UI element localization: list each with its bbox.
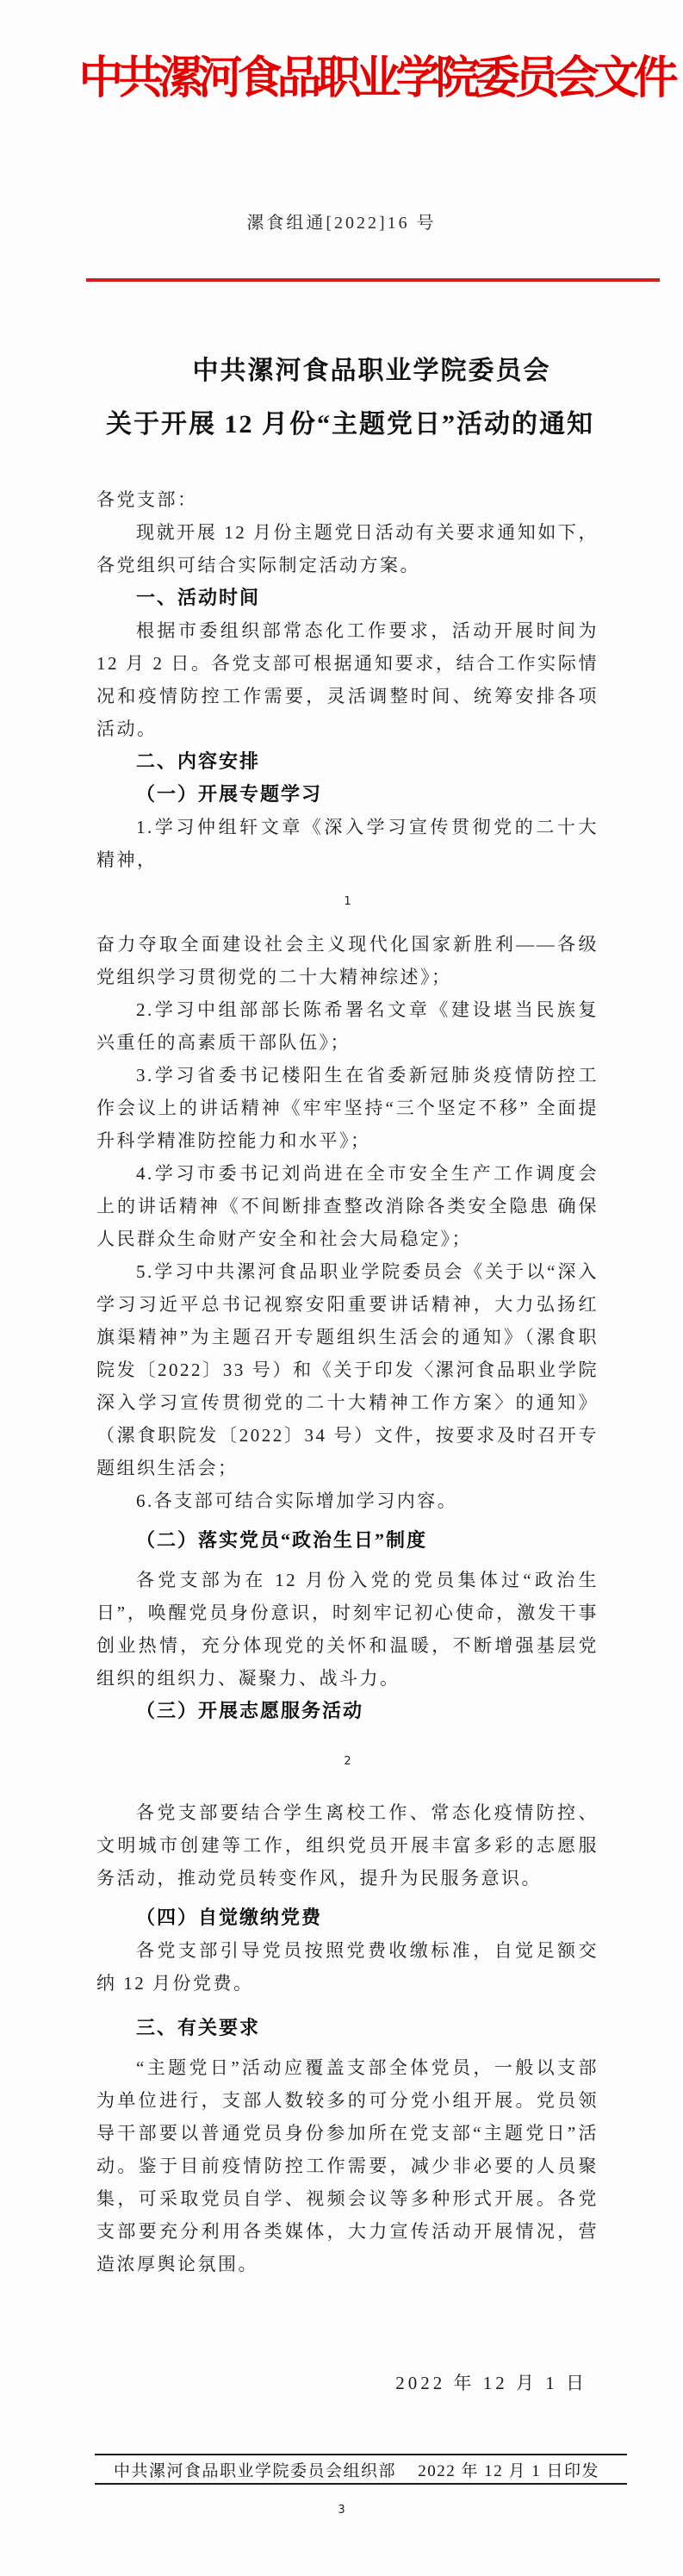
section-3-paragraph: “主题党日”活动应覆盖支部全体党员，一般以支部为单位进行，支部人数较多的可分党小组开展。党员领导干部要以普通党员身份参加所在党支部“主题党日”活动。鉴于目前疫情防控工作需要，减少非必要的人员聚集，可采取党员自学、视频会议等多种形式开展。各党支部要充分利用各类媒体，大力宣传活动开展情况，营造浓厚舆论氛围。 (96, 2056, 599, 2274)
print-date: 2022 年 12 月 1 日印发 (418, 2461, 599, 2480)
section-2-sub-4-heading: （四）自觉缴纳党费 (136, 1906, 323, 1928)
study-item-1-part-2: 奋力夺取全面建设社会主义现代化国家新胜利——各级党组织学习贯彻党的二十大精神综述》； (96, 933, 599, 987)
section-1-heading: 一、活动时间 (136, 586, 261, 608)
document-number: 漯食组通[2022]16 号 (246, 213, 437, 233)
section-2-heading: 二、内容安排 (136, 750, 261, 772)
notice-title-line-2: 关于开展 12 月份“主题党日”活动的通知 (106, 409, 594, 439)
study-item-4: 4.学习市委书记刘尚进在全市安全生产工作调度会上的讲话精神《不间断排查整改消除各类安全隐患 确保人民群众生命财产安全和社会大局稳定》； (96, 1162, 599, 1249)
study-item-5: 5.学习中共漯河食品职业学院委员会《关于以“深入学习习近平总书记视察安阳重要讲话精神，大力弘扬红旗渠精神”为主题召开专题组织生活会的通知》（漯食职院发〔2022〕33 号）和《关于印发〈漯河食品职业学院深入学习宣传贯彻党的二十大精神工作方案〉的通知》（漯食职院发〔2022〕34 号）文件，按要求及时召开专题组织生活会； (96, 1260, 599, 1478)
page-number-1: 1 (344, 894, 351, 908)
section-2-sub-2-heading: （二）落实党员“政治生日”制度 (136, 1528, 428, 1551)
study-item-2: 2.学习中组部部长陈希署名文章《建设堪当民族复兴重任的高素质干部队伍》； (96, 999, 599, 1053)
section-2-sub-2-paragraph: 各党支部为在 12 月份入党的党员集体过“政治生日”，唤醒党员身份意识，时刻牢记初心使命，激发干事创业热情，充分体现党的关怀和温暖，不断增强基层党组织的组织力、凝聚力、战斗力。 (96, 1569, 599, 1689)
intro-paragraph: 现就开展 12 月份主题党日活动有关要求通知如下，各党组织可结合实际制定活动方案。 (96, 521, 599, 576)
study-item-6: 6.各支部可结合实际增加学习内容。 (136, 1490, 458, 1511)
section-2-sub-3-heading: （三）开展志愿服务活动 (136, 1699, 364, 1721)
document-body (0, 483, 683, 2399)
letterhead-title: 中共漯河食品职业学院委员会文件 (78, 54, 674, 103)
salutation: 各党支部： (96, 488, 198, 510)
section-2-sub-1-heading: （一）开展专题学习 (136, 782, 323, 805)
issuing-department: 中共漯河食品职业学院委员会组织部 (114, 2461, 397, 2480)
signature-date: 2022 年 12 月 1 日 (395, 2372, 587, 2393)
colophon (95, 2454, 627, 2485)
study-item-3: 3.学习省委书记楼阳生在省委新冠肺炎疫情防控工作会议上的讲话精神《牢牢坚持“三个坚定不移” 全面提升科学精准防控能力和水平》； (96, 1064, 599, 1151)
letterhead-divider-line (86, 278, 660, 282)
section-1-paragraph: 根据市委组织部常态化工作要求，活动开展时间为 12 月 2 日。各党支部可根据通知要求，结合工作实际情况和疫情防控工作需要，灵活调整时间、统筹安排各项活动。 (96, 619, 599, 739)
section-2-sub-3-paragraph: 各党支部要结合学生离校工作、常态化疫情防控、文明城市创建等工作，组织党员开展丰富多彩的志愿服务活动，推动党员转变作风，提升为民服务意识。 (96, 1801, 599, 1888)
section-3-heading: 三、有关要求 (136, 2016, 261, 2038)
page-number-2: 2 (344, 1754, 351, 1768)
study-item-1-part-1: 1.学习仲组轩文章《深入学习宣传贯彻党的二十大精神， (96, 816, 599, 870)
section-2-sub-4-paragraph: 各党支部引导党员按照党费收缴标准，自觉足额交纳 12 月份党费。 (96, 1939, 599, 1994)
notice-title-line-1: 中共漯河食品职业学院委员会 (192, 356, 551, 385)
page-number-3: 3 (338, 2504, 345, 2517)
